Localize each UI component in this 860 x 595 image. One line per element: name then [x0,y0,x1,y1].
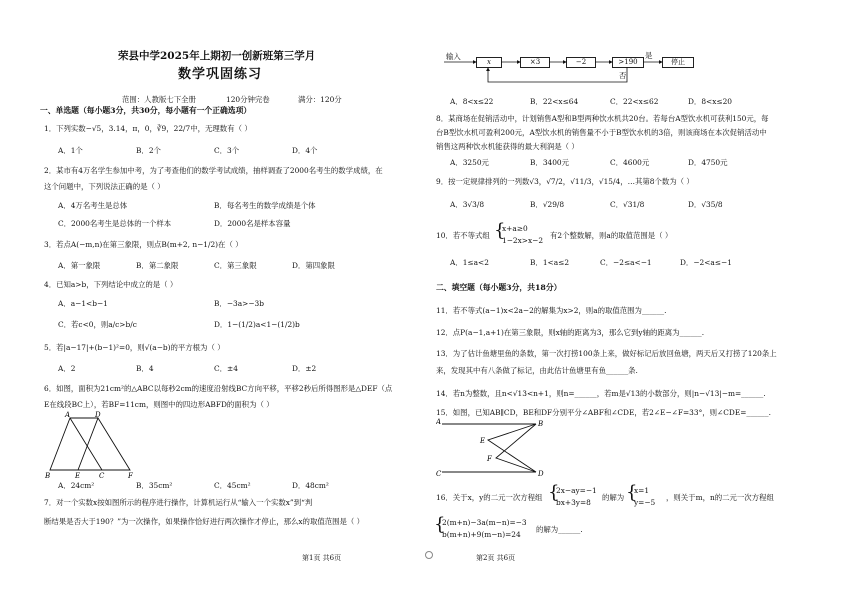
q16-brace1: { [548,482,560,503]
flow-stop-box: 停止 [662,57,694,68]
q4-option-d: D．1−(1/2)a<1−(1/2)b [214,320,300,329]
exam-subtitle: 数学巩固练习 [178,67,263,82]
q4-text: 4．已知a>b，下列结论中成立的是（ ） [44,280,178,289]
q2-option-a: A．4万名考生是总体 [58,201,128,210]
flow-gt190-box: >190 [612,57,644,68]
footer-right: 第2页 共6页 [476,554,516,562]
q13-line1: 13．为了估计鱼塘里鱼的条数，第一次打捞100条上来，做好标记后放回鱼塘，两天后又打捞了120条上 [436,349,777,358]
q7-line2: 断结果是否大于190？”为一次操作，如果操作恰好进行两次操作才停止，那么x的取值范围是（ ） [44,517,365,526]
q16-sol2: y=−5 [634,498,656,507]
polyline-bed [488,424,536,472]
q6-option-a: A．24cm² [58,481,95,490]
point-f-label: F [487,455,492,463]
q10-pre: 10．若不等式组 [436,231,490,240]
point-f-label: F [128,472,133,478]
q5-option-c: C．±4 [214,364,238,373]
point-d-label: D [95,411,101,419]
q9-option-d: D．√35/8 [688,200,723,209]
q2-option-b: B．每名考生的数学成绩是个体 [214,201,316,210]
q8-line1: 8．某商场在促销活动中，计划销售A型和B型两种饮水机共20台。若每台A型饮水机可获利150元，每 [436,114,769,123]
q10-option-b: B．1<a≤2 [530,258,570,267]
q11-text: 11．若不等式(a−1)x<2a−2的解集为x>2，则a的取值范围为______. [436,306,667,315]
q14-text: 14．若n为整数，且n<√13<n+1，则n=______，若m是√13的小数部分，则|n−√13|−m=______. [436,389,766,398]
q8-line2: 台B型饮水机可盈利200元，A型饮水机的销售量不小于B型饮水机的3倍，则该商场在本次促销活动中 [436,128,767,137]
q6-line2: E在线段BC上），若BF=11cm，则图中的四边形ABFD的面积为（ ） [44,400,274,409]
q15-text: 15．如图，已知AB∥CD，BE和DF分别平分∠ABF和∠CDE，若2∠E−∠F=33°，则∠CDE=______. [436,408,771,417]
flow-x-box: x [476,57,502,68]
exam-score: 满分：120分 [298,95,342,104]
q12-text: 12．点P(a−1,a+1)在第三象限，则x轴的距离为3，那么它到y轴的距离为______. [436,328,705,337]
q6-option-c: C．45cm² [214,481,251,490]
point-d-label: D [538,470,544,478]
point-c-label: C [436,470,442,478]
q5-text: 5．若|a−17|+(b−1)²=0，则√(a−b)的平方根为（ ） [44,343,225,352]
q10-option-a: A．1≤a<2 [450,258,489,267]
q5-option-d: D．±2 [292,364,317,373]
section1-title: 一、单选题（每小题3分，共30分，每小题有一个正确选项） [40,106,252,115]
q16-eqb1: 2(m+n)−3a(m−n)=−3 [442,518,527,527]
q6-figure [40,410,140,478]
flow-yes-label: 是 [645,51,653,60]
point-b-label: B [45,472,51,478]
q10-brace: { [494,220,506,241]
q2-option-c: C．2000名考生是总体的一个样本 [58,219,172,228]
q1-option-c: C．3个 [214,146,240,155]
exam-title: 荣县中学2025年上期初一创新班第三学月 [118,50,316,62]
q5-option-a: A．2 [58,364,76,373]
q15-figure [436,416,560,480]
q8-option-d: D．4750元 [688,158,728,167]
polyline-bfd [496,424,536,472]
q7-option-b: B．22<x≤64 [530,97,579,106]
point-a-label: A [65,411,71,419]
q10-row1: x+a≥0 [502,224,528,233]
q13-line2: 来，发现其中有八条做了标记，由此估计鱼塘里有鱼______条. [436,366,638,375]
point-e-label: E [75,472,81,478]
q16-sol1: x=1 [634,486,650,495]
q16-pre: 16．关于x，y的二元一次方程组 [436,493,543,502]
q6-line1: 6．如图，面积为21cm²的△ABC以每秒2cm的速度沿射线BC方向平移，平移2秒后所得图形是△DEF（点 [44,384,393,393]
q10-option-d: D．−2<a≤−1 [680,258,732,267]
q8-option-a: A．3250元 [450,158,489,167]
q1-option-d: D．4个 [292,146,318,155]
q7-option-d: D．8<x≤20 [688,97,732,106]
q3-text: 3．若点A(−m,n)在第三象限，则点B(m+2, n−1/2)在（ ） [44,240,243,249]
q6-option-b: B．35cm² [136,481,173,490]
q7-option-c: C．22<x≤62 [610,97,659,106]
q16-eq1: 2x−ay=−1 [556,486,597,495]
flow-times3-box: ×3 [520,57,550,68]
q3-option-c: C．第三象限 [214,261,257,270]
flow-input-label: 输入 [446,52,461,61]
q8-line3: 销售这两种饮水机能获得的最大利润是（ ） [436,142,579,151]
q16-eq2: bx+3y=8 [556,498,591,507]
flow-no-label: 否 [619,71,627,80]
q3-option-b: B．第二象限 [136,261,179,270]
q2-option-d: D．2000名是样本容量 [214,219,291,228]
q3-option-d: D．第四象限 [292,261,335,270]
flow-minus2-box: −2 [566,57,596,68]
flow-arrows [430,0,860,100]
q1-text: 1．下列实数−√5，3.14，π，0，∛9，22/7中，无理数有（ ） [44,124,252,133]
exam-time: 120分钟完卷 [226,95,270,104]
q4-option-c: C．若c<0，则a/c>b/c [58,320,137,329]
q5-option-b: B．4 [136,364,154,373]
q16-post: ，则关于m，n的二元一次方程组 [666,493,774,502]
q16-mid: 的解为 [602,493,625,502]
q4-option-a: A．a−1<b−1 [58,299,108,308]
q2-line1: 2．某市有4万名学生参加中考，为了考查他们的数学考试成绩，抽样调查了2000名考生的数学成绩，在 [44,166,383,175]
q9-text: 9．按一定规律排列的一列数√3，√7/2，√11/3，√15/4，…其第8个数为（ ） [436,177,694,186]
q8-option-c: C．4600元 [610,158,650,167]
q10-option-c: C．−2≤a<−1 [600,258,652,267]
q7-option-a: A．8<x≤22 [450,97,494,106]
q10-row2: 1−2x>x−2 [502,236,544,245]
point-e-label: E [480,437,486,445]
q3-option-a: A．第一象限 [58,261,101,270]
q1-option-b: B．2个 [136,146,161,155]
q9-option-a: A．3√3/8 [450,200,485,209]
point-b-label: B [538,420,544,428]
q7-line1: 7．对一个实数x按如图所示的程序进行操作，计算机运行从“输入一个实数x”到“判 [44,498,313,507]
right-page [430,0,860,595]
point-c-label: C [99,472,105,478]
q2-line2: 这个问题中，下列说法正确的是（ ） [44,182,165,191]
footer-left: 第1页 共6页 [302,554,342,562]
q16-brace2: { [626,482,638,503]
q4-option-b: B．−3a>−3b [214,299,264,308]
q16-eqb2: b(m+n)+9(m−n)=24 [442,530,521,539]
q16-end: 的解为______. [536,525,583,534]
section2-title: 二、填空题（每小题3分，共18分） [436,283,562,292]
point-a-label: A [436,418,442,426]
q6-option-d: D．48cm² [292,481,329,490]
q10-post: 有2个整数解，则a的取值范围是（ ） [550,231,673,240]
triangle-abc [50,418,102,470]
q9-option-b: B．√29/8 [530,200,565,209]
q8-option-b: B．3400元 [530,158,570,167]
exam-scope: 范围：人教版七下全册 [122,95,196,104]
q9-option-c: C．√31/8 [610,200,645,209]
q16-brace3: { [434,514,446,535]
q1-option-a: A．1个 [58,146,83,155]
